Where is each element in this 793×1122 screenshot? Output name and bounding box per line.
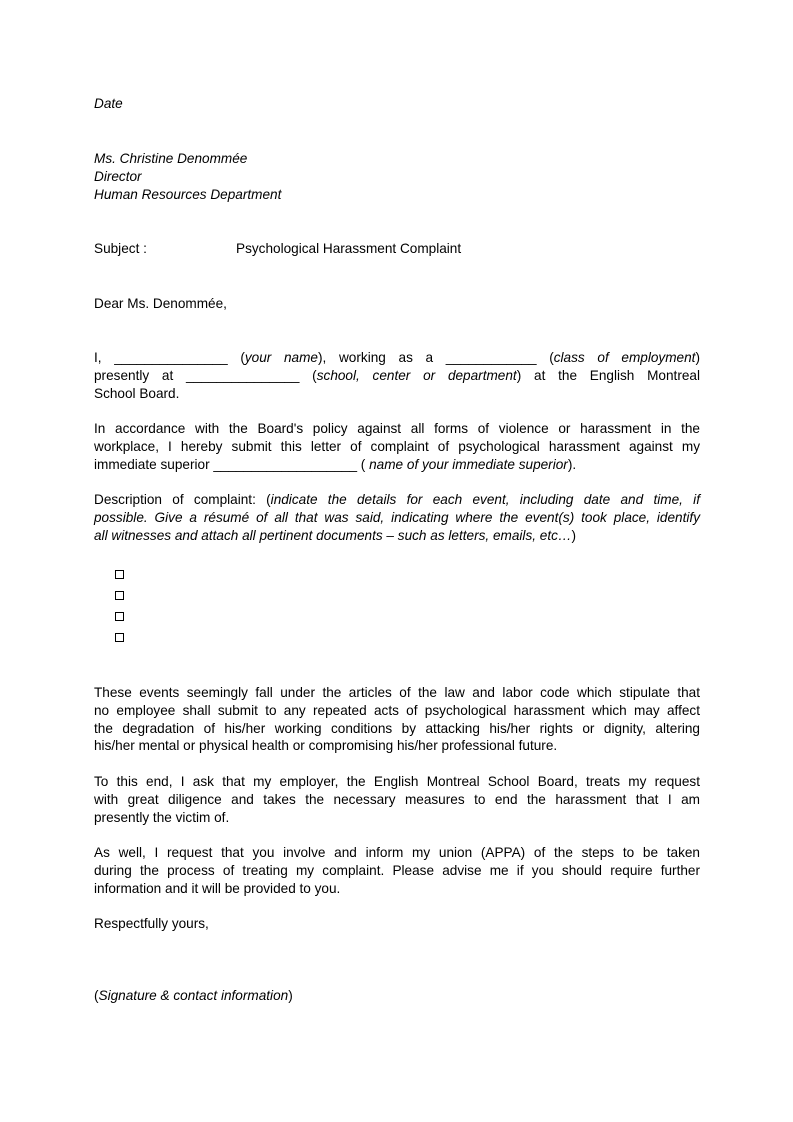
- signature-open: (: [94, 988, 99, 1003]
- paragraph-union: [94, 844, 700, 897]
- p4-line2: no employee shall submit to any repeated acts of psychological harassment which may affect: [94, 702, 700, 718]
- checkbox-1[interactable]: [115, 570, 124, 579]
- subject-label: Subject :: [94, 241, 147, 256]
- p1-i: School Board.: [94, 385, 180, 401]
- checkbox-3[interactable]: [115, 612, 124, 621]
- recipient-title: Director: [94, 169, 142, 184]
- p1-a: I, _______________ (: [94, 350, 245, 365]
- p6-line2: during the process of treating my complaint. Please advise me if you should require further: [94, 862, 700, 878]
- date: Date: [94, 96, 123, 111]
- p1-f: presently at _______________ (: [94, 367, 317, 383]
- p4-line4: his/her mental or physical health or compromising his/her professional future.: [94, 738, 558, 754]
- p1-e: ): [695, 350, 700, 365]
- p3-line3: all witnesses and attach all pertinent documents – such as letters, emails, etc…: [94, 527, 572, 543]
- p5-line1: To this end, I ask that my employer, the English Montreal School Board, treats my request: [94, 774, 700, 789]
- p1-c: ), working as a ____________ (: [318, 350, 554, 365]
- p1-h: ) at the English Montreal: [516, 367, 700, 383]
- your-name-hint: your name: [244, 350, 318, 365]
- signature-hint: Signature & contact information: [98, 988, 289, 1003]
- checkbox-2[interactable]: [115, 591, 124, 600]
- p3-line1: indicate the details for each event, including date and time, if: [270, 492, 700, 507]
- p3-line2: possible. Give a résumé of all that was said, indicating where the event(s) took place, identify: [94, 509, 700, 525]
- checkbox-4[interactable]: [115, 633, 124, 642]
- p5-line3: presently the victim of.: [94, 809, 230, 825]
- p5-line2: with great diligence and takes the necessary measures to end the harassment that I am: [94, 791, 700, 807]
- paragraph-identity: [94, 349, 700, 402]
- superior-name-hint: name of your immediate superior: [369, 456, 568, 472]
- p4-line1: These events seemingly fall under the articles of the law and labor code which stipulate that: [94, 685, 700, 700]
- p2-line1: In accordance with the Board's policy against all forms of violence or harassment in the: [94, 421, 700, 436]
- p2-line3c: ).: [567, 456, 577, 472]
- p4-line3: the degradation of his/her working conditions by attacking his/her rights or dignity, altering: [94, 720, 700, 736]
- p3-label: Description of complaint: (: [94, 492, 271, 507]
- p6-line3: information and it will be provided to you.: [94, 880, 341, 896]
- salutation: Dear Ms. Denommée,: [94, 296, 227, 311]
- recipient-name: Ms. Christine Denommée: [94, 151, 248, 166]
- closing: Respectfully yours,: [94, 916, 209, 931]
- p6-line1: As well, I request that you involve and inform my union (APPA) of the steps to be taken: [94, 845, 700, 860]
- p2-line2: workplace, I hereby submit this letter of complaint of psychological harassment against my: [94, 438, 700, 454]
- signature-close: ): [288, 988, 293, 1003]
- paragraph-request: [94, 773, 700, 826]
- paragraph-policy: [94, 420, 700, 473]
- paragraph-law: [94, 684, 700, 755]
- signature-block: [94, 987, 700, 1005]
- recipient-department: Human Resources Department: [94, 187, 282, 202]
- p3-close: ): [571, 527, 577, 543]
- p2-line3a: immediate superior ___________________ (: [94, 456, 370, 472]
- subject-value: Psychological Harassment Complaint: [236, 241, 462, 256]
- paragraph-description: [94, 491, 700, 544]
- school-hint: school, center or department: [316, 367, 517, 383]
- class-of-employment-hint: class of employment: [553, 350, 696, 365]
